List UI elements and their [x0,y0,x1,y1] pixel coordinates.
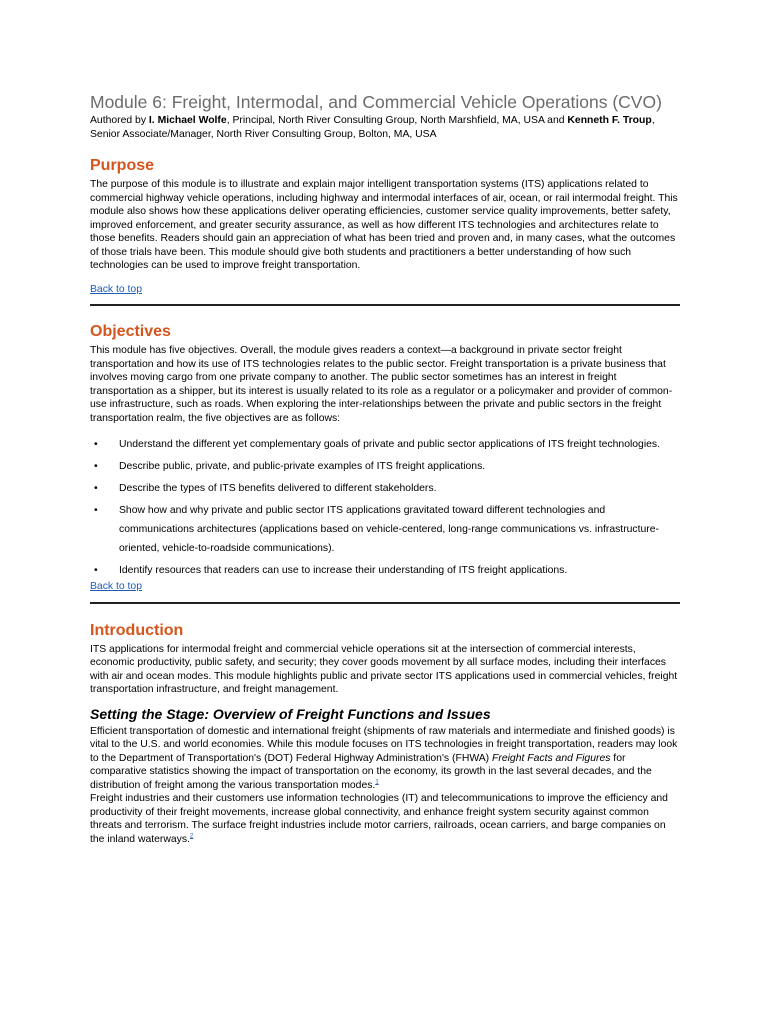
setting-stage-paragraph-1 [90,725,680,793]
list-item [90,435,680,454]
footnote-link-2[interactable]: 2 [189,833,194,840]
introduction-heading: Introduction [90,621,184,639]
paragraph-text: Efficient transportation of domestic and international freight (shipments of raw materials and intermediate and finished goods) is vital to the U.S. and world economies. While this module focuses on ITS technologies in freight transportation, readers may look to the Department of Transportation's (DOT) Federal Highway Administration's (FHWA) [90,725,678,764]
footnote-link-1[interactable]: 1 [375,779,379,786]
objectives-heading: Objectives [90,323,171,340]
objectives-list [90,435,680,580]
setting-stage-paragraph-2 [90,792,680,846]
purpose-paragraph: The purpose of this module is to illustrate and explain major intelligent transportation systems (ITS) applications related to commercial highway vehicle operations, including highway and intermodal interfaces of air, ocean, or rail intermodal freight. This module also shows how these applications deliver operating efficiencies, customer service quality improvements, better safety, improved enforcement, and greater security assurance, as well as how different ITS technologies and architectures relate to those benefits. Readers should gain an appreciation of what has been tried and proven and, in many cases, what the outcomes of those trials have been. This module should give both students and practitioners a better understanding of how such technologies can be used to improve freight transportation. [90,179,678,271]
document-content [90,92,680,846]
section-divider [90,602,680,604]
author-2-name: Kenneth F. Troup [567,115,652,126]
paragraph-text: Freight industries and their customers use information technologies (IT) and telecommunications to improve the efficiency and productivity of their freight movements, increase global connectivity, and enhance freight system security against common threats and terrorism. The surface freight industries include motor carriers, railroads, ocean carriers, and barge companies on the inland waterways. [90,793,668,845]
objectives-intro-paragraph: This module has five objectives. Overall, the module gives readers a context—a background in private sector freight transportation and how its use of ITS technologies relates to the public sector. Freight transportation is a private business that involves moving cargo from one private company to another. The public sector sometimes has an interest in freight transportation as a shipper, but its interest is usually related to its role as a regulator or a policymaker and provider of common-use infrastructure, such as roads. When exploring the inter-relationships between the private and public sectors in the freight transportation realm, the five objectives are as follows: [90,345,673,424]
bullet-icon: • [94,565,98,576]
list-item [90,501,680,558]
list-item-text: Show how and why private and public sector ITS applications gravitated toward different technologies and communications architectures (applications based on vehicle-centered, long-range communications vs. infrastructure-oriented, vehicle-to-roadside communications). [119,505,659,554]
bullet-icon: • [94,505,98,516]
page-title: Module 6: Freight, Intermodal, and Commercial Vehicle Operations (CVO) [90,92,662,112]
list-item-text: Identify resources that readers can use to increase their understanding of ITS freight applications. [119,565,568,576]
list-item-text: Describe public, private, and public-private examples of ITS freight applications. [119,461,486,472]
setting-stage-heading: Setting the Stage: Overview of Freight Functions and Issues [90,705,491,722]
introduction-paragraph: ITS applications for intermodal freight and commercial vehicle operations sit at the intersection of commercial interests, economic productivity, public safety, and security; they cover goods movement by all surface modes, including their interfaces with air and ocean modes. This module highlights public and private sector ITS applications used in commercial vehicles, freight transportation infrastructure, and freight management. [90,643,678,695]
bullet-icon: • [94,483,98,494]
list-item-text: Describe the types of ITS benefits delivered to different stakeholders. [119,483,437,494]
authors-line [90,114,680,141]
back-to-top-link[interactable]: Back to top [90,283,142,295]
back-to-top-link[interactable]: Back to top [90,581,142,592]
list-item [90,561,680,580]
bullet-icon: • [94,439,98,450]
section-divider [90,304,680,306]
author-1-name: I. Michael Wolfe [148,115,227,126]
freight-facts-title: Freight Facts and Figures [492,752,611,764]
list-item-text: Understand the different yet complementary goals of private and public sector applications of ITS freight technologies. [119,439,661,450]
purpose-heading: Purpose [90,157,155,174]
author-2-affiliation: , Senior Associate/Manager, North River Consulting Group, Bolton, MA, USA [90,115,655,140]
paragraph-text: for comparative statistics showing the impact of transportation on the economy, its growth in the last several decades, and the distribution of freight among the various transportation modes. [90,752,652,791]
list-item [90,457,680,476]
list-item [90,479,680,498]
bullet-icon: • [94,461,98,472]
author-1-affiliation: , Principal, North River Consulting Group, North Marshfield, MA, USA and [226,115,568,126]
authored-by-label: Authored by [90,115,149,126]
